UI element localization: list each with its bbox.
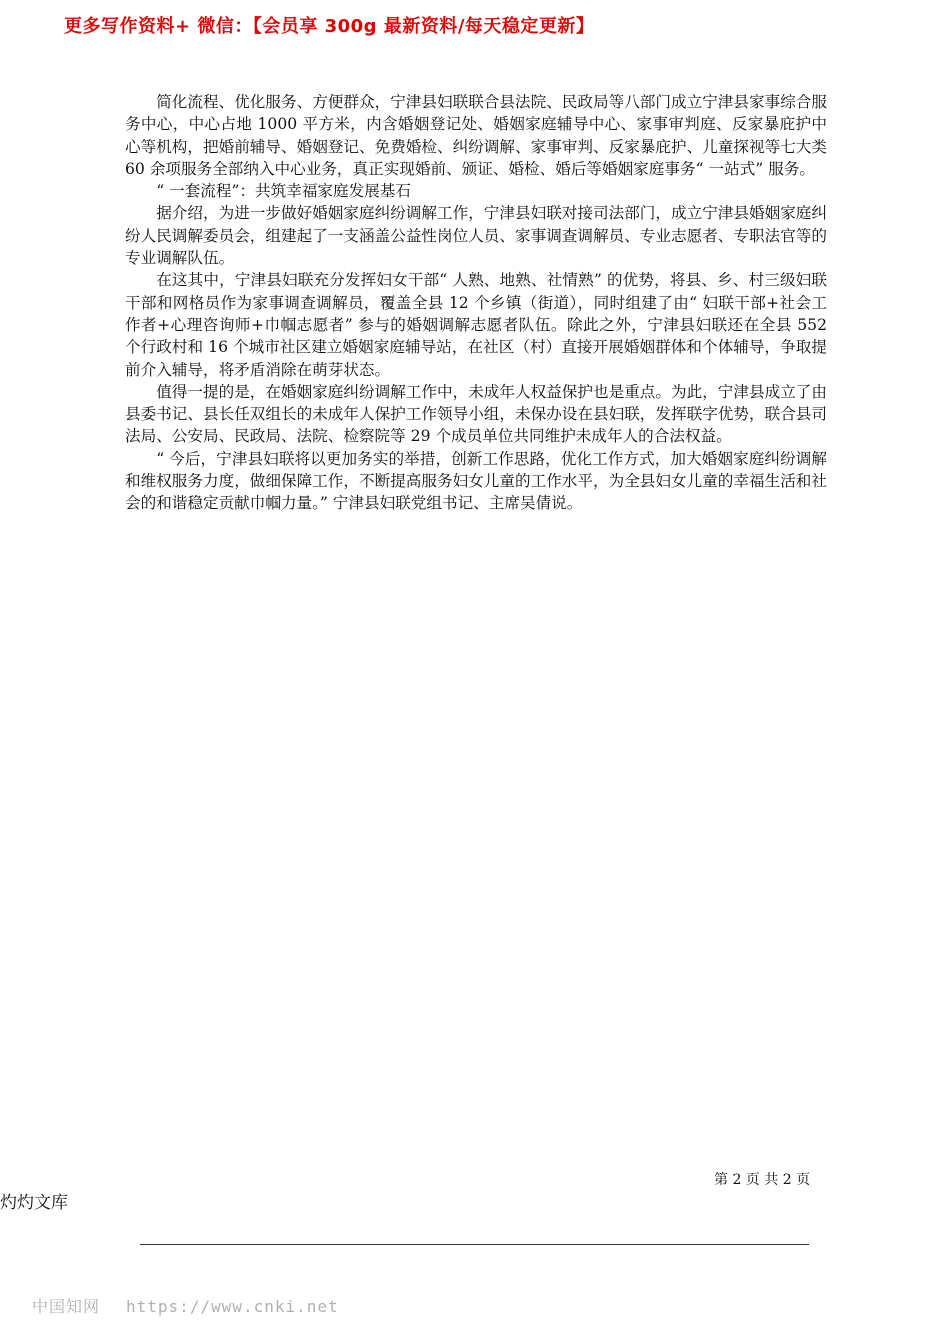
page-number: 第 2 页 共 2 页: [714, 1172, 811, 1188]
article-paragraph: “ 今后，宁津县妇联将以更加务实的举措，创新工作思路，优化工作方式，加大婚姻家庭纠纷调解和维权服务力度，做细保障工作，不断提高服务妇女儿童的工作水平，为全县妇女儿童的幸福生活和社会的和谐稳定贡献巾帼力量。” 宁津县妇联党组书记、主席吴倩说。: [125, 449, 827, 513]
article-body: [125, 91, 827, 515]
article-subheading: “ 一套流程”：共筑幸福家庭发展基石: [156, 182, 411, 201]
cnki-site-name: 中国知网: [32, 1297, 101, 1316]
article-paragraph: 简化流程、优化服务、方便群众，宁津县妇联联合县法院、民政局等八部门成立宁津县家事综合服务中心，中心占地 1000 平方米，内含婚姻登记处、婚姻家庭辅导中心、家事审判庭、反家暴庇护中心等机构，把婚前辅导、婚姻登记、免费婚检、纠纷调解、家事审判、反家暴庇护、儿童探视等七大类 60 余项服务全部纳入中心业务，真正实现婚前、颁证、婚检、婚后等婚姻家庭事务“ 一站式” 服务。: [125, 93, 827, 178]
cnki-footer: [32, 1294, 339, 1317]
article-paragraph: 据介绍，为进一步做好婚姻家庭纠纷调解工作，宁津县妇联对接司法部门，成立宁津县婚姻家庭纠纷人民调解委员会，组建起了一支涵盖公益性岗位人员、家事调查调解员、专业志愿者、专职法官等的专业调解队伍。: [125, 204, 827, 268]
library-watermark: 灼灼文库: [0, 1193, 68, 1213]
cnki-url-link[interactable]: https://www.cnki.net: [126, 1297, 339, 1316]
article-paragraph: 值得一提的是，在婚姻家庭纠纷调解工作中，未成年人权益保护也是重点。为此，宁津县成立了由县委书记、县长任双组长的未成年人保护工作领导小组，未保办设在县妇联，发挥联字优势，联合县司法局、公安局、民政局、法院、检察院等 29 个成员单位共同维护未成年人的合法权益。: [125, 382, 827, 446]
footer-divider: [140, 1244, 809, 1245]
article-paragraph: 在这其中，宁津县妇联充分发挥妇女干部“ 人熟、地熟、社情熟” 的优势，将县、乡、村三级妇联干部和网格员作为家事调查调解员，覆盖全县 12 个乡镇（街道），同时组建了由“ 妇联干部+社会工作者+心理咨询师+巾帼志愿者” 参与的婚姻调解志愿者队伍。除此之外，宁津县妇联还在全县 552 个行政村和 16 个城市社区建立婚姻家庭辅导站，在社区（村）直接开展婚姻群体和个体辅导，争取提前介入辅导，将矛盾消除在萌芽状态。: [125, 271, 827, 379]
promo-banner: 更多写作资料+ 微信：【会员享 300g 最新资料/每天稳定更新】: [64, 16, 595, 37]
